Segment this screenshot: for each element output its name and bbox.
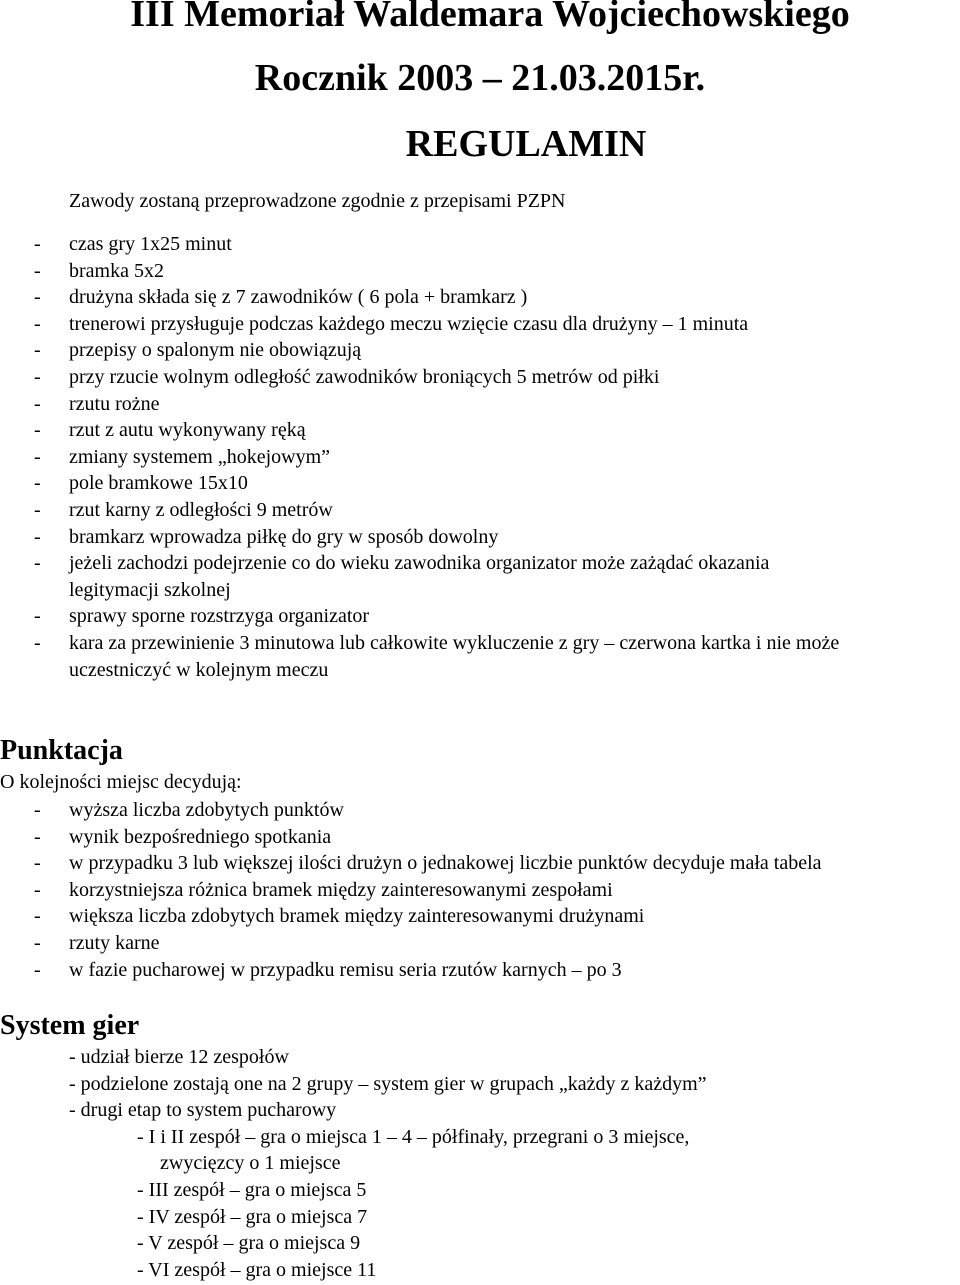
sub-list-item: - IV zespół – gra o miejsca 7 [137, 1205, 368, 1228]
list-item: - wyższa liczba zdobytych punktów [34, 799, 344, 821]
list-item: - większa liczba zdobytych bramek między zainteresowanymi drużynami [34, 905, 645, 928]
list-item: - przepisy o spalonym nie obowiązują [34, 339, 362, 362]
sub-list-item: - III zespół – gra o miejsca 5 [137, 1178, 367, 1201]
order-label: O kolejności miejsc decydują: [0, 771, 242, 793]
list-item-continuation: uczestniczyć w kolejnym meczu [69, 658, 329, 681]
regulamin-heading: REGULAMIN [405, 123, 647, 165]
sub-list-item: - I i II zespół – gra o miejsca 1 – 4 – półfinały, przegrani o 3 miejsce, [137, 1125, 690, 1148]
list-item: - w przypadku 3 lub większej ilości drużyn o jednakowej liczbie punktów decyduje mała tabela [34, 852, 822, 875]
list-item: - w fazie pucharowej w przypadku remisu seria rzutów karnych – po 3 [34, 958, 622, 981]
intro-text: Zawody zostaną przeprowadzone zgodnie z przepisami PZPN [69, 190, 566, 212]
list-item: - pole bramkowe 15x10 [34, 472, 248, 495]
list-item: - rzut z autu wykonywany ręką [34, 419, 306, 442]
punktacja-heading: Punktacja [0, 735, 123, 766]
sub-list-item-continuation: zwycięzcy o 1 miejsce [160, 1152, 341, 1175]
rules-list [0, 231, 960, 683]
list-item: - kara za przewinienie 3 minutowa lub całkowite wykluczenie z gry – czerwona kartka i nie może [34, 631, 840, 654]
list-item: - zmiany systemem „hokejowym” [34, 445, 331, 468]
document-subtitle: Rocznik 2003 – 21.03.2015r. [254, 57, 706, 99]
list-item: - rzut karny z odległości 9 metrów [34, 498, 333, 521]
list-item: - udział bierze 12 zespołów [69, 1046, 289, 1068]
list-item: - podzielone zostają one na 2 grupy – system gier w grupach „każdy z każdym” [69, 1072, 707, 1095]
list-item: - bramka 5x2 [34, 259, 164, 282]
list-item-continuation: legitymacji szkolnej [69, 578, 231, 601]
list-item: - sprawy sporne rozstrzyga organizator [34, 605, 370, 628]
list-item: - rzutu rożne [34, 392, 160, 415]
list-item: - wynik bezpośredniego spotkania [34, 825, 332, 848]
document-title: III Memoriał Waldemara Wojciechowskiego [130, 0, 850, 35]
list-item: - czas gry 1x25 minut [34, 233, 232, 255]
system-gier-list [0, 1044, 960, 1283]
list-item: - korzystniejsza różnica bramek między zainteresowanymi zespołami [34, 878, 613, 901]
list-item: - jeżeli zachodzi podejrzenie co do wieku zawodnika organizator może zażądać okazania [34, 552, 770, 575]
list-item: - przy rzucie wolnym odległość zawodników broniących 5 metrów od piłki [34, 365, 660, 388]
list-item: - drużyna składa się z 7 zawodników ( 6 pola + bramkarz ) [34, 286, 528, 309]
system-gier-heading: System gier [0, 1010, 140, 1041]
list-item: - trenerowi przysługuje podczas każdego meczu wzięcie czasu dla drużyny – 1 minuta [34, 312, 749, 335]
sub-list-item: - V zespół – gra o miejsca 9 [137, 1232, 361, 1255]
list-item: - rzuty karne [34, 931, 160, 954]
list-item: - drugi etap to system pucharowy [69, 1099, 337, 1122]
sub-list-item: - VI zespół – gra o miejsce 11 [137, 1258, 377, 1281]
punktacja-list [0, 797, 960, 983]
list-item: - bramkarz wprowadza piłkę do gry w sposób dowolny [34, 525, 499, 548]
